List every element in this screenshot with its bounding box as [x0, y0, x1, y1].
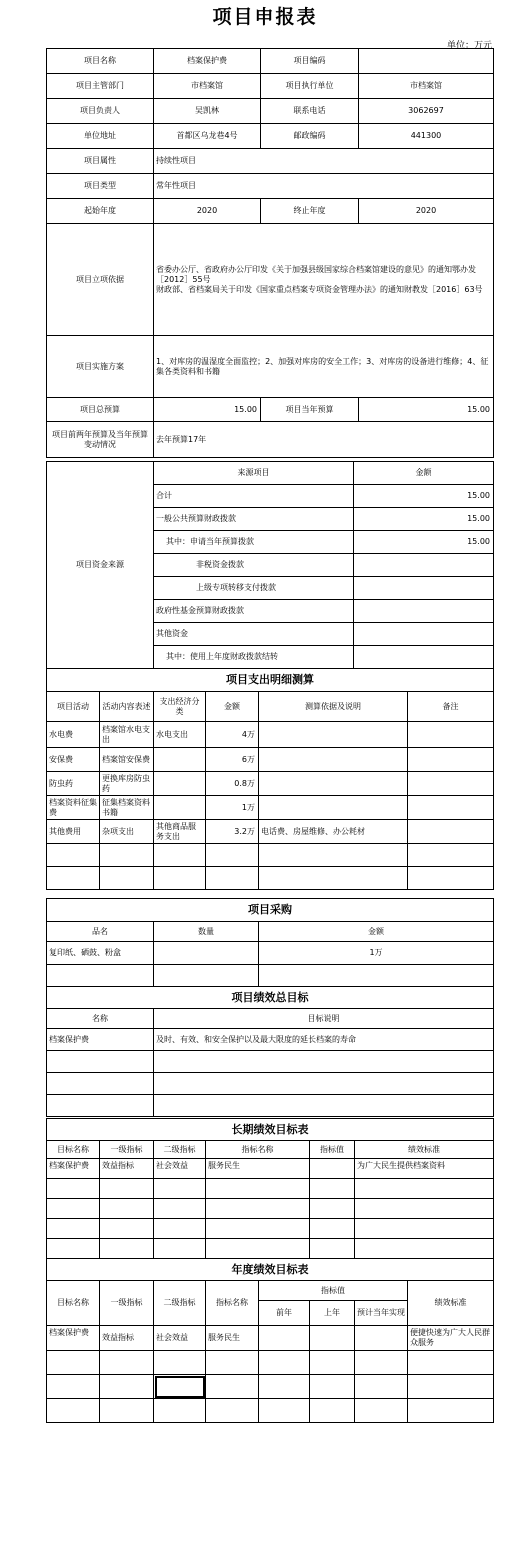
table-cell[interactable]: 社会效益 [154, 1159, 206, 1179]
table-row [47, 1239, 494, 1259]
dept-label: 项目主管部门 [47, 74, 154, 99]
table-cell[interactable]: 更换库房防虫药 [100, 772, 154, 796]
long-term-header: 指标值 [310, 1141, 355, 1159]
table-cell[interactable]: 安保费 [47, 748, 100, 772]
table-cell[interactable] [259, 796, 408, 820]
table-cell[interactable] [47, 1239, 100, 1259]
table-cell[interactable] [408, 1351, 494, 1375]
table-cell[interactable] [408, 1399, 494, 1423]
table-cell[interactable] [355, 1351, 408, 1375]
table-cell[interactable]: 征集档案资料书籍 [100, 796, 154, 820]
table-cell[interactable] [47, 1399, 100, 1423]
annual-header: 指标名称 [206, 1281, 259, 1326]
project-code-label: 项目编码 [261, 49, 359, 74]
table-cell[interactable] [206, 1375, 259, 1399]
table-cell[interactable] [154, 965, 259, 987]
type-label: 项目类型 [47, 174, 154, 199]
table-cell[interactable] [259, 1399, 310, 1423]
procurement-table [46, 898, 494, 987]
annual-subheader: 上年 [310, 1301, 355, 1326]
table-row [47, 796, 494, 820]
table-cell[interactable] [259, 844, 408, 867]
table-cell[interactable] [259, 1375, 310, 1399]
procurement-header: 金额 [259, 922, 494, 942]
table-cell[interactable] [47, 844, 100, 867]
table-cell[interactable] [154, 748, 206, 772]
table-cell[interactable] [206, 1351, 259, 1375]
phone-label: 联系电话 [261, 99, 359, 124]
annual-header: 目标名称 [47, 1281, 100, 1326]
zip-label: 邮政编码 [261, 124, 359, 149]
phone-value[interactable]: 3062697 [359, 99, 494, 124]
budget-change-label: 项目前两年预算及当年预算变动情况 [47, 422, 154, 458]
table-cell[interactable] [259, 722, 408, 748]
table-cell[interactable] [47, 1219, 100, 1239]
table-row [47, 772, 494, 796]
table-cell[interactable] [154, 1179, 206, 1199]
table-cell[interactable] [206, 844, 259, 867]
table-cell[interactable]: 效益指标 [100, 1159, 154, 1179]
expense-header: 支出经济分类 [154, 692, 206, 722]
table-cell[interactable] [154, 1095, 494, 1117]
table-cell[interactable]: 复印纸、硒鼓、粉盒 [47, 942, 154, 965]
table-cell[interactable] [355, 1239, 494, 1259]
table-cell[interactable]: 1万 [206, 796, 259, 820]
budget-change-value[interactable]: 去年预算17年 [154, 422, 494, 458]
basis-line-2: 财政部、省档案局关于印发《国家重点档案专项资金管理办法》的通知财教发［2016］63号 [156, 284, 483, 294]
table-cell[interactable]: 档案保护费 [47, 1326, 100, 1351]
table-row [47, 748, 494, 772]
table-cell[interactable]: 其他商品服务支出 [154, 820, 206, 844]
table-cell[interactable] [259, 772, 408, 796]
table-cell[interactable] [206, 1219, 310, 1239]
basic-info-table [46, 48, 494, 458]
table-cell[interactable] [154, 796, 206, 820]
annual-header: 绩效标准 [408, 1281, 494, 1326]
exec-unit-label: 项目执行单位 [261, 74, 359, 99]
table-cell[interactable]: 4万 [206, 722, 259, 748]
table-row [47, 1051, 494, 1073]
expense-header: 金额 [206, 692, 259, 722]
table-cell[interactable]: 为广大民生提供档案资料 [355, 1159, 494, 1179]
annual-header: 指标值 [259, 1281, 408, 1301]
funding-row-name: 合计 [154, 485, 354, 508]
table-row [47, 1375, 494, 1399]
year-budget-label: 项目当年预算 [261, 398, 359, 422]
overall-goal-section-title: 项目绩效总目标 [47, 987, 494, 1009]
procurement-header: 品名 [47, 922, 154, 942]
table-cell[interactable] [154, 942, 259, 965]
table-cell[interactable] [100, 1179, 154, 1199]
table-cell[interactable] [100, 1219, 154, 1239]
table-cell[interactable] [355, 1219, 494, 1239]
table-cell[interactable] [310, 1399, 355, 1423]
annual-section-title: 年度绩效目标表 [47, 1259, 494, 1281]
end-year-value[interactable]: 2020 [359, 199, 494, 224]
expense-header: 备注 [408, 692, 494, 722]
funding-row-amount[interactable] [354, 577, 494, 600]
table-cell[interactable] [408, 796, 494, 820]
table-cell[interactable] [206, 1179, 310, 1199]
table-cell[interactable] [310, 1179, 355, 1199]
dept-value[interactable]: 市档案馆 [154, 74, 261, 99]
zip-value[interactable]: 441300 [359, 124, 494, 149]
unit-label: 单位：万元 [446, 41, 492, 51]
table-cell[interactable] [47, 1073, 154, 1095]
table-cell[interactable] [259, 867, 408, 890]
table-cell[interactable]: 档案馆水电支出 [100, 722, 154, 748]
procurement-section-title: 项目采购 [47, 899, 494, 922]
table-cell[interactable]: 水电费 [47, 722, 100, 748]
project-name-label: 项目名称 [47, 49, 154, 74]
project-name-value[interactable]: 档案保护费 [154, 49, 261, 74]
table-row [47, 867, 494, 890]
plan-label: 项目实施方案 [47, 336, 154, 398]
total-budget-value[interactable]: 15.00 [154, 398, 261, 422]
annual-header: 一级指标 [100, 1281, 154, 1326]
address-label: 单位地址 [47, 124, 154, 149]
table-cell[interactable]: 防虫药 [47, 772, 100, 796]
table-cell[interactable] [100, 867, 154, 890]
table-row [47, 965, 494, 987]
page-title: 项目申报表 [212, 6, 318, 28]
end-year-label: 终止年度 [261, 199, 359, 224]
address-value[interactable]: 首都区乌龙巷4号 [154, 124, 261, 149]
table-cell[interactable] [206, 1239, 310, 1259]
overall-goal-header: 目标说明 [154, 1009, 494, 1029]
expense-section-title: 项目支出明细测算 [47, 669, 494, 692]
table-cell[interactable] [154, 844, 206, 867]
table-cell[interactable] [47, 1375, 100, 1399]
table-cell[interactable] [100, 1351, 154, 1375]
table-cell[interactable]: 0.8万 [206, 772, 259, 796]
project-code-value[interactable] [359, 49, 494, 74]
table-row [47, 1029, 494, 1051]
table-cell[interactable]: 1万 [259, 942, 494, 965]
funding-row-name: 其中：使用上年度财政拨款结转 [154, 646, 354, 669]
table-cell[interactable] [206, 1399, 259, 1423]
table-cell[interactable] [408, 844, 494, 867]
table-cell[interactable]: 水电支出 [154, 722, 206, 748]
basis-value[interactable] [154, 224, 494, 336]
table-cell[interactable] [355, 1326, 408, 1351]
table-cell[interactable] [100, 1399, 154, 1423]
long-term-header: 二级指标 [154, 1141, 206, 1159]
funding-row-name: 其他资金 [154, 623, 354, 646]
table-cell[interactable] [310, 1351, 355, 1375]
long-term-header: 目标名称 [47, 1141, 100, 1159]
funding-amount-header: 金额 [354, 462, 494, 485]
funding-row-amount[interactable]: 15.00 [354, 508, 494, 531]
table-cell[interactable] [408, 748, 494, 772]
table-row [47, 1199, 494, 1219]
table-cell[interactable] [154, 1239, 206, 1259]
table-row [47, 1399, 494, 1423]
expense-header: 测算依据及说明 [259, 692, 408, 722]
table-cell[interactable] [47, 1351, 100, 1375]
annual-subheader: 预计当年实现 [355, 1301, 408, 1326]
annual-subheader: 前年 [259, 1301, 310, 1326]
table-cell[interactable] [310, 1239, 355, 1259]
table-cell[interactable] [47, 965, 154, 987]
table-cell[interactable] [355, 1199, 494, 1219]
funding-row-amount[interactable]: 15.00 [354, 485, 494, 508]
year-budget-value[interactable]: 15.00 [359, 398, 494, 422]
table-cell[interactable] [408, 772, 494, 796]
table-cell[interactable] [259, 1326, 310, 1351]
table-cell[interactable] [355, 1375, 408, 1399]
table-cell[interactable]: 档案资料征集费 [47, 796, 100, 820]
long-term-header: 一级指标 [100, 1141, 154, 1159]
table-cell[interactable]: 3.2万 [206, 820, 259, 844]
long-term-header: 指标名称 [206, 1141, 310, 1159]
leader-value[interactable]: 吴凯林 [154, 99, 261, 124]
funding-row-name: 政府性基金预算财政拨款 [154, 600, 354, 623]
attr-label: 项目属性 [47, 149, 154, 174]
table-cell[interactable] [310, 1199, 355, 1219]
table-cell[interactable]: 效益指标 [100, 1326, 154, 1351]
table-cell[interactable] [100, 1239, 154, 1259]
overall-goal-table [46, 986, 494, 1117]
table-cell[interactable] [355, 1179, 494, 1199]
attr-value[interactable]: 持续性项目 [154, 149, 494, 174]
table-cell[interactable] [310, 1219, 355, 1239]
selected-cell[interactable] [154, 1375, 206, 1399]
table-cell[interactable]: 社会效益 [154, 1326, 206, 1351]
table-cell[interactable]: 电话费、房屋维修、办公耗材 [259, 820, 408, 844]
table-row [47, 1159, 494, 1179]
table-cell[interactable] [100, 1375, 154, 1399]
table-row [47, 1351, 494, 1375]
table-cell[interactable] [154, 1051, 494, 1073]
table-cell[interactable] [206, 867, 259, 890]
overall-goal-header: 名称 [47, 1009, 154, 1029]
long-term-table [46, 1118, 494, 1259]
expense-header: 项目活动 [47, 692, 100, 722]
leader-label: 项目负责人 [47, 99, 154, 124]
table-row [47, 722, 494, 748]
table-cell[interactable]: 杂项支出 [100, 820, 154, 844]
long-term-section-title: 长期绩效目标表 [47, 1119, 494, 1141]
table-cell[interactable] [408, 820, 494, 844]
table-cell[interactable] [47, 1179, 100, 1199]
table-cell[interactable]: 档案保护费 [47, 1029, 154, 1051]
table-cell[interactable] [154, 1351, 206, 1375]
table-cell[interactable] [154, 1199, 206, 1219]
table-cell[interactable] [47, 867, 100, 890]
table-cell[interactable]: 服务民生 [206, 1159, 310, 1179]
table-cell[interactable]: 及时、有效、和安全保护以及最大限度的延长档案的寿命 [154, 1029, 494, 1051]
funding-row-amount[interactable] [354, 623, 494, 646]
table-cell[interactable] [154, 1219, 206, 1239]
table-row [47, 1219, 494, 1239]
table-cell[interactable] [310, 1375, 355, 1399]
funding-row-name: 非税资金拨款 [154, 554, 354, 577]
table-row [47, 844, 494, 867]
funding-table [46, 461, 494, 669]
funding-row-name: 一般公共预算财政拨款 [154, 508, 354, 531]
table-cell[interactable]: 档案馆安保费 [100, 748, 154, 772]
table-cell[interactable] [259, 965, 494, 987]
table-cell[interactable] [154, 1073, 494, 1095]
table-cell[interactable] [310, 1326, 355, 1351]
table-cell[interactable] [355, 1399, 408, 1423]
table-cell[interactable] [47, 1051, 154, 1073]
expense-header: 活动内容表述 [100, 692, 154, 722]
table-row [47, 1073, 494, 1095]
table-cell[interactable] [100, 1199, 154, 1219]
table-row [47, 1179, 494, 1199]
table-cell[interactable] [310, 1159, 355, 1179]
annual-table [46, 1258, 494, 1423]
table-cell[interactable] [154, 772, 206, 796]
table-cell[interactable] [154, 867, 206, 890]
funding-source-header: 来源项目 [154, 462, 354, 485]
funding-label: 项目资金来源 [47, 462, 154, 669]
funding-row-amount[interactable] [354, 646, 494, 669]
table-cell[interactable] [206, 1199, 310, 1219]
basis-line-1: 省委办公厅、省政府办公厅印发《关于加强县级国家综合档案馆建设的意见》的通知鄂办发［2012］55号 [156, 264, 476, 284]
funding-row-amount[interactable]: 15.00 [354, 531, 494, 554]
funding-row-name: 其中：申请当年预算拨款 [154, 531, 354, 554]
expense-table [46, 668, 494, 890]
table-cell[interactable] [408, 722, 494, 748]
plan-value[interactable]: 1、对库房的温湿度全面监控；2、加强对库房的安全工作；3、对库房的设备进行维修；4、征集各类资料和书籍 [154, 336, 494, 398]
table-cell[interactable] [100, 844, 154, 867]
start-year-label: 起始年度 [47, 199, 154, 224]
table-cell[interactable]: 便捷快速为广大人民群众服务 [408, 1326, 494, 1351]
table-cell[interactable]: 其他费用 [47, 820, 100, 844]
funding-row-name: 上级专项转移支付拨款 [154, 577, 354, 600]
annual-header: 二级指标 [154, 1281, 206, 1326]
table-cell[interactable]: 档案保护费 [47, 1159, 100, 1179]
table-cell[interactable]: 6万 [206, 748, 259, 772]
table-cell[interactable] [408, 867, 494, 890]
funding-row-amount[interactable] [354, 600, 494, 623]
total-budget-label: 项目总预算 [47, 398, 154, 422]
table-cell[interactable]: 服务民生 [206, 1326, 259, 1351]
table-row [47, 942, 494, 965]
table-cell[interactable] [408, 1375, 494, 1399]
type-value[interactable]: 常年性项目 [154, 174, 494, 199]
exec-unit-value[interactable]: 市档案馆 [359, 74, 494, 99]
table-row [47, 1095, 494, 1117]
table-cell[interactable] [259, 1351, 310, 1375]
table-cell[interactable] [154, 1399, 206, 1423]
start-year-value[interactable]: 2020 [154, 199, 261, 224]
table-cell[interactable] [47, 1095, 154, 1117]
table-row [47, 820, 494, 844]
long-term-header: 绩效标准 [355, 1141, 494, 1159]
basis-label: 项目立项依据 [47, 224, 154, 336]
table-cell[interactable] [47, 1199, 100, 1219]
table-cell[interactable] [259, 748, 408, 772]
table-row [47, 1326, 494, 1351]
procurement-header: 数量 [154, 922, 259, 942]
funding-row-amount[interactable] [354, 554, 494, 577]
